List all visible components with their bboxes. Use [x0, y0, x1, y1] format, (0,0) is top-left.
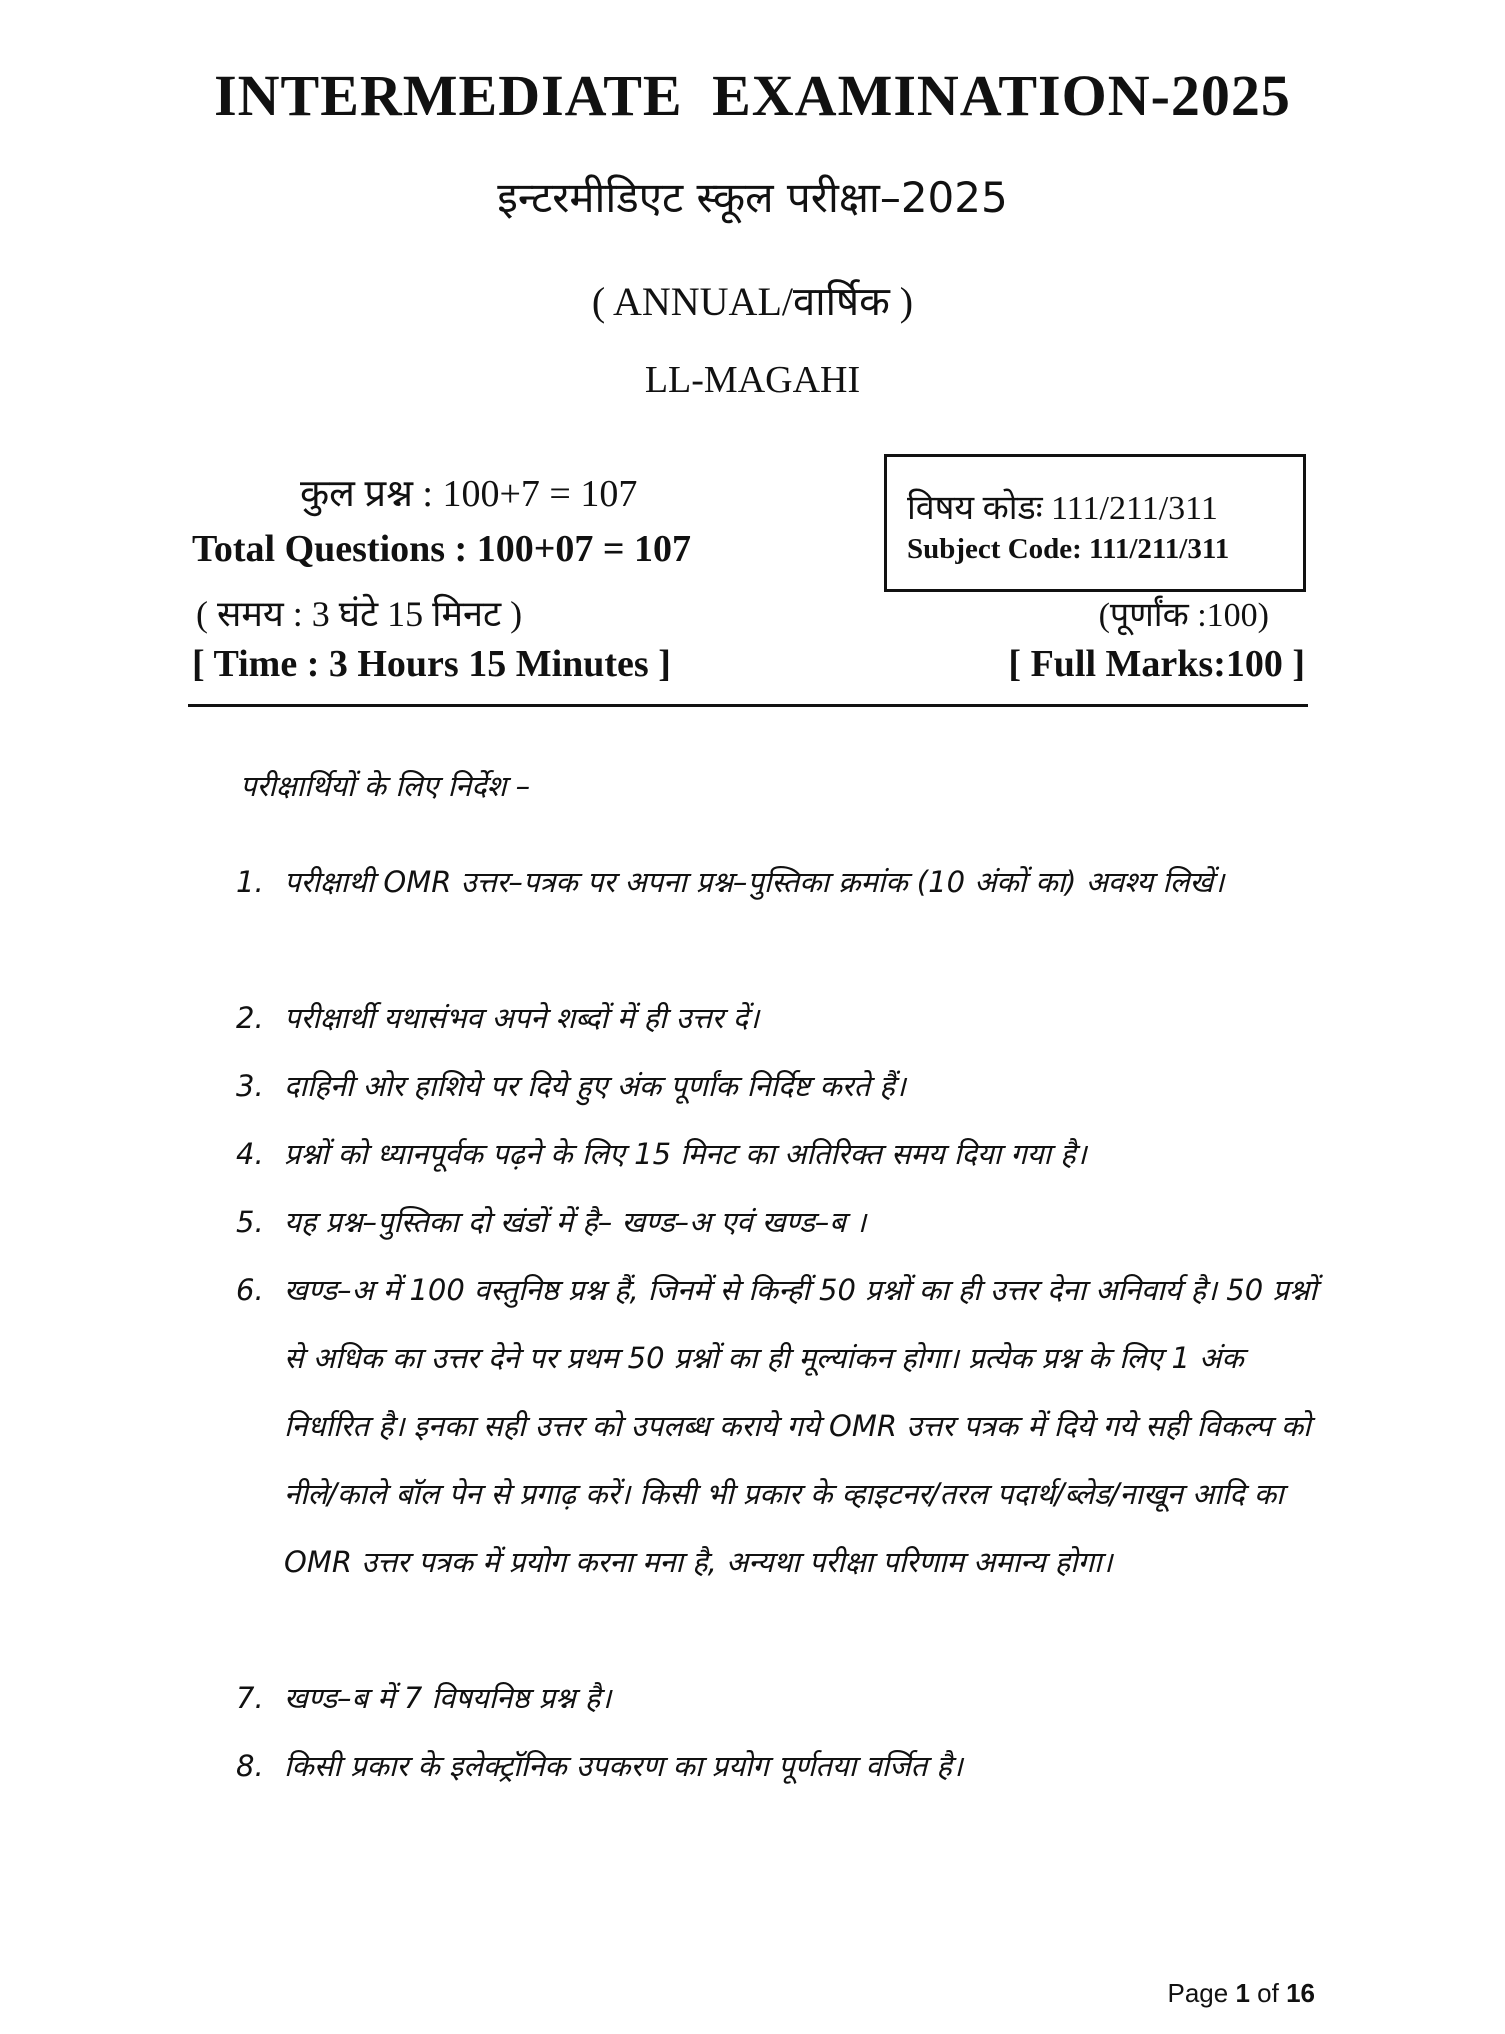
full-marks-hindi: (पूर्णांक :100): [1098, 597, 1269, 634]
instruction-item: [236, 1052, 1318, 1120]
exam-session: ( ANNUAL/वार्षिक ): [591, 279, 914, 324]
time-english: [ Time : 3 Hours 15 Minutes ]: [192, 643, 671, 685]
instruction-text: खण्ड–अ में 100 वस्तुनिष्ठ प्रश्न हैं, जिनमें से किन्हीं 50 प्रश्नों का ही उत्तर देना अनिवार्य है। 50 प्रश्नों से अधिक का उत्तर देने पर प्रथम 50 प्रश्नों का ही मूल्यांकन होगा। प्रत्येक प्रश्न के लिए 1 अंक निर्धारित है। इनका सही उत्तर को उपलब्ध कराये गये OMR उत्तर पत्रक में दिये गये सही विकल्प को नीले/काले बॉल पेन से प्रगाढ़ करें। किसी भी प्रकार के व्हाइटनर/तरल पदार्थ/ब्लेड/नाखून आदि का OMR उत्तर पत्रक में प्रयोग करना मना है, अन्यथा परीक्षा परिणाम अमान्य होगा।: [284, 1273, 1317, 1579]
instruction-number: 8.: [236, 1749, 264, 1783]
instruction-item: [236, 1732, 1318, 1800]
subject-code-hindi: विषय कोडः 111/211/311: [907, 490, 1218, 527]
page-current: 1: [1235, 1978, 1250, 2008]
instruction-item: [236, 1188, 1318, 1256]
page-total: 16: [1286, 1978, 1315, 2008]
total-questions-english: Total Questions : 100+07 = 107: [192, 528, 692, 570]
instruction-text: खण्ड–ब में 7 विषयनिष्ठ प्रश्न है।: [284, 1681, 612, 1715]
exam-title-hindi: इन्टरमीडिएट स्कूल परीक्षा–2025: [497, 173, 1008, 222]
exam-title-english: INTERMEDIATE EXAMINATION-2025: [214, 63, 1291, 128]
instruction-text: यह प्रश्न–पुस्तिका दो खंडों में है– खण्ड–अ एवं खण्ड–ब ।: [284, 1205, 867, 1239]
subject-code-english: Subject Code: 111/211/311: [907, 533, 1230, 565]
header-divider: [188, 704, 1308, 707]
full-marks-english: [ Full Marks:100 ]: [1008, 643, 1305, 685]
instruction-number: 4.: [236, 1137, 264, 1171]
instruction-number: 6.: [236, 1273, 264, 1307]
instruction-number: 3.: [236, 1069, 264, 1103]
instruction-item: [236, 848, 1318, 916]
instruction-item: [236, 1256, 1318, 1596]
instruction-number: 7.: [236, 1681, 264, 1715]
instruction-item: [236, 1664, 1318, 1732]
instruction-item: [236, 1120, 1318, 1188]
page-label: Page: [1167, 1978, 1229, 2008]
instruction-number: 2.: [236, 1001, 264, 1035]
time-hindi: ( समय : 3 घंटे 15 मिनट ): [196, 594, 523, 634]
subject-name: LL-MAGAHI: [644, 359, 861, 401]
instruction-text: किसी प्रकार के इलेक्ट्रॉनिक उपकरण का प्रयोग पूर्णतया वर्जित है।: [284, 1749, 963, 1783]
page-of: of: [1257, 1978, 1279, 2008]
instruction-number: 1.: [236, 865, 264, 899]
total-questions-hindi: कुल प्रश्न : 100+7 = 107: [300, 473, 638, 515]
instruction-number: 5.: [236, 1205, 264, 1239]
instructions-heading: परीक्षार्थियों के लिए निर्देश –: [240, 769, 531, 803]
instruction-text: दाहिनी ओर हाशिये पर दिये हुए अंक पूर्णांक निर्दिष्ट करते हैं।: [284, 1069, 906, 1103]
instruction-item: [236, 984, 1318, 1052]
instruction-text: परीक्षाथी OMR उत्तर–पत्रक पर अपना प्रश्न–पुस्तिका क्रमांक (10 अंकों का) अवश्य लिखें।: [284, 865, 1225, 899]
subject-code-box: [884, 454, 1306, 592]
instruction-text: परीक्षार्थी यथासंभव अपने शब्दों में ही उत्तर दें।: [284, 1001, 760, 1035]
page-number: [1167, 1978, 1315, 2009]
instruction-text: प्रश्नों को ध्यानपूर्वक पढ़ने के लिए 15 मिनट का अतिरिक्त समय दिया गया है।: [284, 1137, 1087, 1171]
